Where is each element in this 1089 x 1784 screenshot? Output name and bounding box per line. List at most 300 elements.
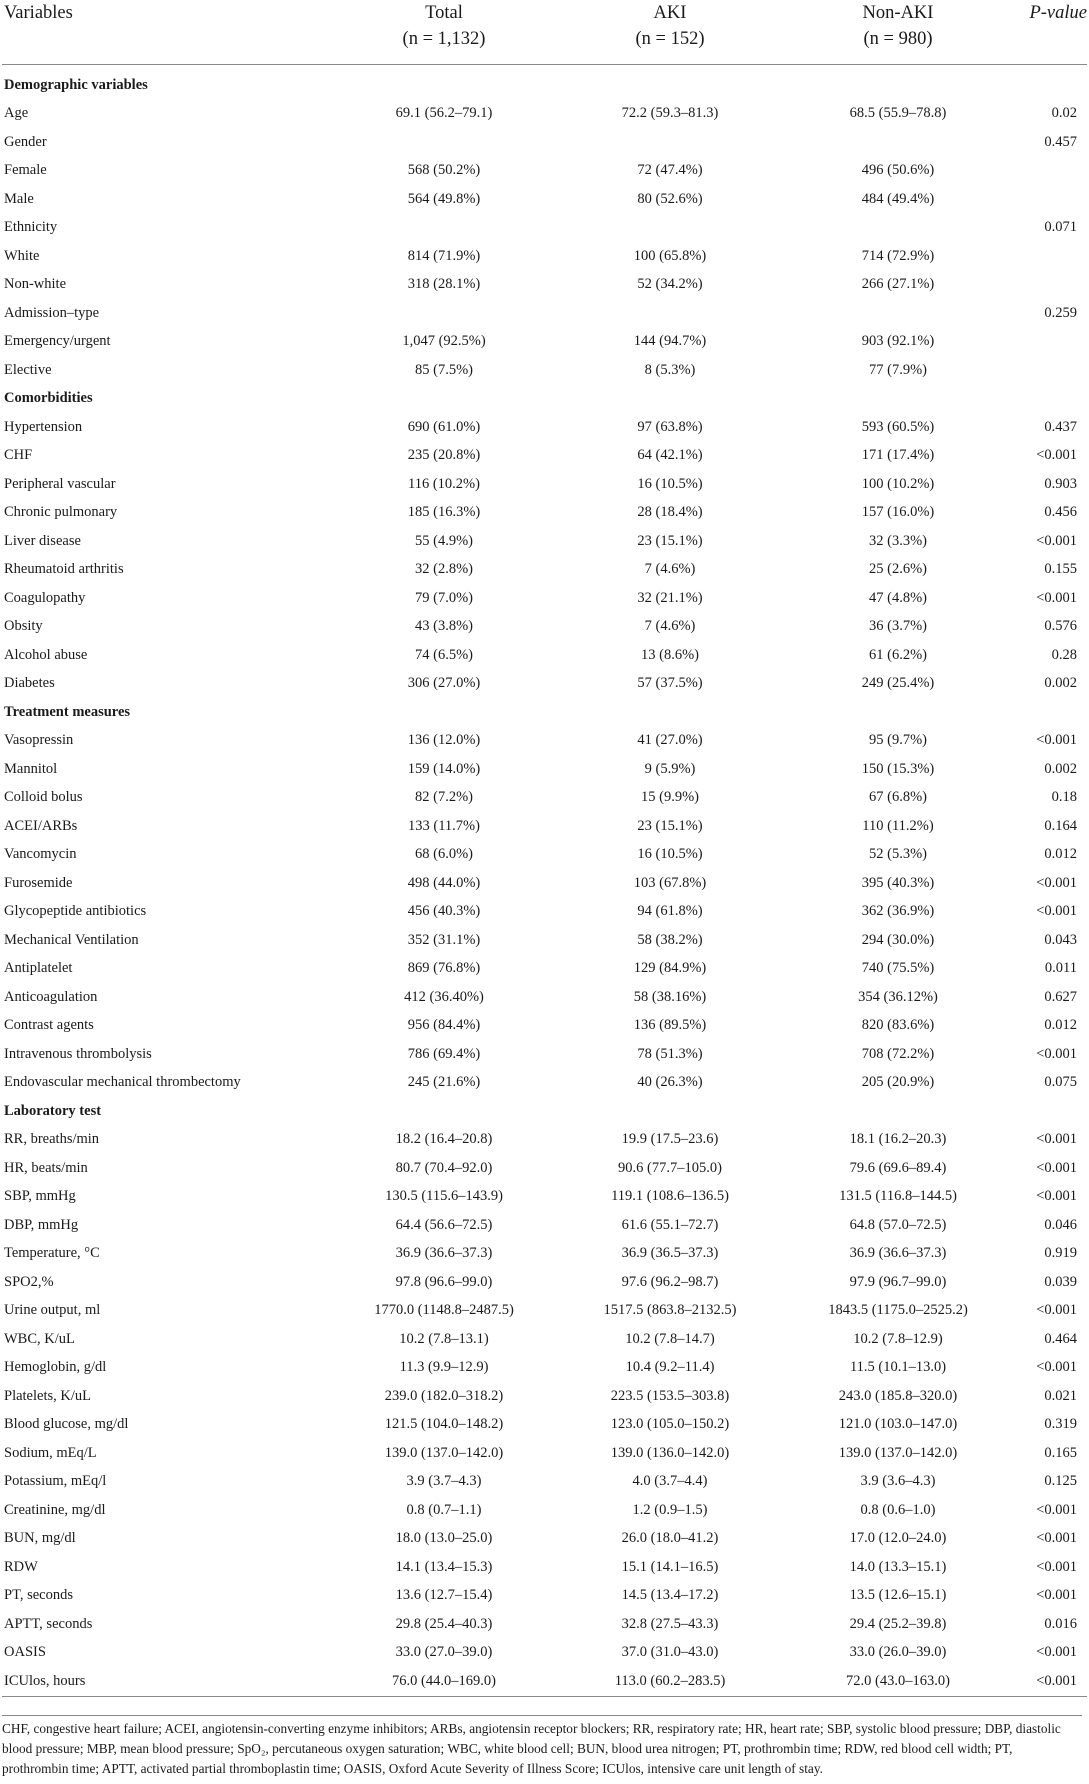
table-row <box>2 1183 1087 1212</box>
cell-label: Glycopeptide antibiotics <box>4 903 147 920</box>
cell-nonaki: 100 (10.2%) <box>861 475 935 492</box>
cell-label: APTT, seconds <box>4 1615 93 1632</box>
cell-label: Male <box>4 190 34 207</box>
cell-p: 0.18 <box>1051 789 1077 806</box>
cell-aki: 40 (26.3%) <box>637 1074 703 1091</box>
table-row <box>2 1040 1087 1069</box>
cell-aki <box>556 214 784 243</box>
cell-p: 0.457 <box>1044 133 1077 150</box>
cell-p <box>1012 185 1087 214</box>
cell-label: Vasopressin <box>4 732 74 749</box>
header-nonaki-n: (n = 980) <box>863 29 933 49</box>
cell-label: SPO2,% <box>4 1273 54 1290</box>
cell-label: RDW <box>4 1558 38 1575</box>
cell-total: 36.9 (36.6–37.3) <box>395 1245 493 1262</box>
cell-label: DBP, mmHg <box>4 1216 79 1233</box>
cell-nonaki: 249 (25.4%) <box>861 675 935 692</box>
table-header <box>2 0 1087 65</box>
cell-total: 69.1 (56.2–79.1) <box>395 105 493 122</box>
cell-nonaki: 496 (50.6%) <box>861 162 935 179</box>
cell-aki <box>556 65 784 100</box>
cell-label: Platelets, K/uL <box>4 1387 91 1404</box>
table-row <box>2 1525 1087 1554</box>
cell-p: 0.002 <box>1044 760 1077 777</box>
cell-nonaki: 10.2 (7.8–12.9) <box>853 1330 943 1347</box>
cell-total: 956 (84.4%) <box>407 1017 481 1034</box>
cell-p <box>1012 242 1087 271</box>
cell-p: <0.001 <box>1036 447 1077 464</box>
cell-label: Chronic pulmonary <box>4 504 118 521</box>
cell-p: <0.001 <box>1036 589 1077 606</box>
cell-aki: 10.2 (7.8–14.7) <box>625 1330 715 1347</box>
cell-nonaki: 714 (72.9%) <box>861 247 935 264</box>
cell-total: 130.5 (115.6–143.9) <box>385 1188 503 1205</box>
cell-label: Demographic variables <box>4 76 148 93</box>
cell-p <box>1012 65 1087 100</box>
cell-aki: 19.9 (17.5–23.6) <box>621 1131 719 1148</box>
table-row <box>2 869 1087 898</box>
cell-aki: 4.0 (3.7–4.4) <box>632 1473 708 1490</box>
cell-nonaki <box>784 65 1012 100</box>
cell-nonaki: 64.8 (57.0–72.5) <box>849 1216 947 1233</box>
header-total <box>332 0 556 65</box>
table-row <box>2 299 1087 328</box>
cell-aki: 72 (47.4%) <box>637 162 703 179</box>
cell-nonaki: 11.5 (10.1–13.0) <box>849 1359 947 1376</box>
cell-nonaki <box>784 299 1012 328</box>
cell-total: 352 (31.1%) <box>407 931 481 948</box>
cell-nonaki: 14.0 (13.3–15.1) <box>849 1558 947 1575</box>
cell-aki: 139.0 (136.0–142.0) <box>610 1444 730 1461</box>
header-nonaki-label: Non-AKI <box>862 3 934 23</box>
cell-total: 412 (36.40%) <box>404 988 484 1005</box>
cell-p: <0.001 <box>1036 1587 1077 1604</box>
cell-p: 0.464 <box>1044 1330 1077 1347</box>
table-row <box>2 242 1087 271</box>
cell-total: 80.7 (70.4–92.0) <box>395 1159 493 1176</box>
cell-aki: 37.0 (31.0–43.0) <box>621 1644 719 1661</box>
cell-nonaki: 32 (3.3%) <box>869 532 927 549</box>
cell-nonaki: 1843.5 (1175.0–2525.2) <box>828 1302 968 1319</box>
cell-nonaki: 36.9 (36.6–37.3) <box>849 1245 947 1262</box>
cell-aki: 7 (4.6%) <box>644 618 696 635</box>
cell-nonaki: 593 (60.5%) <box>861 418 935 435</box>
table-row <box>2 1211 1087 1240</box>
cell-label: BUN, mg/dl <box>4 1530 76 1547</box>
table-row <box>2 1012 1087 1041</box>
cell-aki: 41 (27.0%) <box>637 732 703 749</box>
cell-p: 0.021 <box>1044 1387 1077 1404</box>
table-row <box>2 185 1087 214</box>
table-row <box>2 100 1087 129</box>
cell-aki: 78 (51.3%) <box>637 1045 703 1062</box>
cell-p: 0.012 <box>1044 846 1077 863</box>
cell-nonaki <box>784 1097 1012 1126</box>
cell-nonaki: 17.0 (12.0–24.0) <box>849 1530 947 1547</box>
table-row <box>2 1667 1087 1696</box>
cell-aki: 1517.5 (863.8–2132.5) <box>603 1302 737 1319</box>
cell-total: 82 (7.2%) <box>415 789 473 806</box>
cell-nonaki: 484 (49.4%) <box>861 190 935 207</box>
cell-label: Alcohol abuse <box>4 646 88 663</box>
cell-label: Age <box>4 105 29 122</box>
cell-label: ACEI/ARBs <box>4 817 78 834</box>
cell-aki: 97 (63.8%) <box>637 418 703 435</box>
cell-aki: 28 (18.4%) <box>637 504 703 521</box>
cell-nonaki: 157 (16.0%) <box>861 504 935 521</box>
table-row <box>2 1126 1087 1155</box>
table-row <box>2 556 1087 585</box>
cell-aki: 58 (38.2%) <box>637 931 703 948</box>
table-row <box>2 1069 1087 1098</box>
header-pvalue: P-value <box>1012 0 1087 65</box>
cell-nonaki: 52 (5.3%) <box>869 846 927 863</box>
cell-p <box>1012 698 1087 727</box>
cell-aki: 113.0 (60.2–283.5) <box>556 1667 784 1696</box>
cell-aki <box>556 128 784 157</box>
cell-label: Antiplatelet <box>4 960 73 977</box>
cell-aki: 144 (94.7%) <box>633 333 707 350</box>
cell-total: 139.0 (137.0–142.0) <box>384 1444 504 1461</box>
cell-label: Obsity <box>4 618 43 635</box>
cell-aki: 129 (84.9%) <box>633 960 707 977</box>
cell-label: Contrast agents <box>4 1017 94 1034</box>
cell-aki: 23 (15.1%) <box>637 532 703 549</box>
cell-nonaki: 294 (30.0%) <box>861 931 935 948</box>
header-variables: Variables <box>2 0 332 65</box>
cell-p: 0.319 <box>1044 1416 1077 1433</box>
header-aki-n: (n = 152) <box>635 29 705 49</box>
cell-p: 0.016 <box>1044 1615 1077 1632</box>
cell-nonaki: 18.1 (16.2–20.3) <box>849 1131 947 1148</box>
table-row <box>2 1439 1087 1468</box>
cell-nonaki: 205 (20.9%) <box>861 1074 935 1091</box>
cell-label: Potassium, mEq/l <box>4 1473 107 1490</box>
header-aki-label: AKI <box>653 3 687 23</box>
cell-p: 0.039 <box>1044 1273 1077 1290</box>
cell-total: 64.4 (56.6–72.5) <box>395 1216 493 1233</box>
cell-nonaki: 395 (40.3%) <box>861 874 935 891</box>
cell-p <box>1012 157 1087 186</box>
header-nonaki <box>784 0 1012 65</box>
table-row <box>2 470 1087 499</box>
cell-p: 0.002 <box>1044 675 1077 692</box>
cell-nonaki: 820 (83.6%) <box>861 1017 935 1034</box>
cell-label: Coagulopathy <box>4 589 86 606</box>
cell-aki: 1.2 (0.9–1.5) <box>632 1501 708 1518</box>
table-row <box>2 1553 1087 1582</box>
cell-total: 498 (44.0%) <box>407 874 481 891</box>
cell-aki <box>556 1097 784 1126</box>
cell-nonaki: 72.0 (43.0–163.0) <box>784 1667 1012 1696</box>
cell-nonaki: 97.9 (96.7–99.0) <box>849 1273 947 1290</box>
cell-label: Mechanical Ventilation <box>4 931 139 948</box>
header-total-label: Total <box>425 3 463 23</box>
cell-nonaki: 47 (4.8%) <box>869 589 927 606</box>
cell-total: 29.8 (25.4–40.3) <box>395 1615 493 1632</box>
cell-aki: 15.1 (14.1–16.5) <box>621 1558 719 1575</box>
table-row <box>2 356 1087 385</box>
table-body <box>2 65 1087 1697</box>
cell-label: Non-white <box>4 276 67 293</box>
cell-total: 32 (2.8%) <box>415 561 473 578</box>
cell-p: 0.075 <box>1044 1074 1077 1091</box>
cell-total: 76.0 (44.0–169.0) <box>332 1667 556 1696</box>
cell-total: 97.8 (96.6–99.0) <box>395 1273 493 1290</box>
cell-total: 3.9 (3.7–4.3) <box>406 1473 482 1490</box>
cell-total: 0.8 (0.7–1.1) <box>406 1501 482 1518</box>
cell-aki: 123.0 (105.0–150.2) <box>610 1416 730 1433</box>
cell-p: 0.28 <box>1051 646 1077 663</box>
baseline-characteristics-table <box>2 0 1087 1697</box>
cell-aki: 72.2 (59.3–81.3) <box>621 105 719 122</box>
cell-p <box>1012 385 1087 414</box>
cell-aki: 58 (38.16%) <box>633 988 707 1005</box>
cell-aki: 103 (67.8%) <box>633 874 707 891</box>
table-row <box>2 670 1087 699</box>
cell-aki: 80 (52.6%) <box>637 190 703 207</box>
cell-label: RR, breaths/min <box>4 1131 100 1148</box>
cell-nonaki: 68.5 (55.9–78.8) <box>849 105 947 122</box>
cell-aki: 32 (21.1%) <box>637 589 703 606</box>
cell-label: Diabetes <box>4 675 55 692</box>
cell-p: 0.627 <box>1044 988 1077 1005</box>
cell-nonaki: 3.9 (3.6–4.3) <box>860 1473 936 1490</box>
cell-total <box>332 65 556 100</box>
cell-nonaki: 25 (2.6%) <box>869 561 927 578</box>
cell-total: 869 (76.8%) <box>407 960 481 977</box>
cell-nonaki: 903 (92.1%) <box>861 333 935 350</box>
table-row <box>2 926 1087 955</box>
cell-total: 116 (10.2%) <box>408 475 480 492</box>
cell-total: 690 (61.0%) <box>407 418 481 435</box>
cell-aki: 97.6 (96.2–98.7) <box>621 1273 719 1290</box>
cell-nonaki: 171 (17.4%) <box>861 447 935 464</box>
cell-p: <0.001 <box>1036 1644 1077 1661</box>
cell-label: Hemoglobin, g/dl <box>4 1359 107 1376</box>
cell-total <box>332 1097 556 1126</box>
cell-aki: 14.5 (13.4–17.2) <box>621 1587 719 1604</box>
cell-label: WBC, K/uL <box>4 1330 75 1347</box>
table-row <box>2 955 1087 984</box>
cell-label: Mannitol <box>4 760 58 777</box>
cell-aki: 57 (37.5%) <box>637 675 703 692</box>
cell-label: Vancomycin <box>4 846 77 863</box>
cell-nonaki: 266 (27.1%) <box>861 276 935 293</box>
cell-aki: 8 (5.3%) <box>644 361 696 378</box>
cell-nonaki: 362 (36.9%) <box>861 903 935 920</box>
cell-nonaki: 33.0 (26.0–39.0) <box>849 1644 947 1661</box>
cell-aki <box>556 698 784 727</box>
cell-p: <0.001 <box>1036 1159 1077 1176</box>
table-row <box>2 1382 1087 1411</box>
cell-p: <0.001 <box>1036 1188 1077 1205</box>
cell-nonaki: 0.8 (0.6–1.0) <box>860 1501 936 1518</box>
table-row <box>2 641 1087 670</box>
cell-nonaki <box>784 128 1012 157</box>
cell-nonaki: 740 (75.5%) <box>861 960 935 977</box>
cell-label: Female <box>4 162 47 179</box>
cell-total <box>332 214 556 243</box>
cell-nonaki: 708 (72.2%) <box>861 1045 935 1062</box>
cell-aki: 26.0 (18.0–41.2) <box>621 1530 719 1547</box>
section-header-row <box>2 65 1087 100</box>
cell-aki: 36.9 (36.5–37.3) <box>621 1245 719 1262</box>
cell-aki: 100 (65.8%) <box>633 247 707 264</box>
cell-p: <0.001 <box>1036 1501 1077 1518</box>
cell-p: 0.259 <box>1044 304 1077 321</box>
cell-p: <0.001 <box>1036 532 1077 549</box>
cell-label: CHF <box>4 447 33 464</box>
cell-aki: 16 (10.5%) <box>637 475 703 492</box>
cell-aki: 23 (15.1%) <box>637 817 703 834</box>
cell-nonaki: 13.5 (12.6–15.1) <box>849 1587 947 1604</box>
cell-total: 18.0 (13.0–25.0) <box>395 1530 493 1547</box>
cell-total: 74 (6.5%) <box>415 646 473 663</box>
cell-aki: 64 (42.1%) <box>637 447 703 464</box>
table-row <box>2 1411 1087 1440</box>
table-row <box>2 755 1087 784</box>
cell-total: 456 (40.3%) <box>407 903 481 920</box>
cell-p: 0.043 <box>1044 931 1077 948</box>
cell-aki: 10.4 (9.2–11.4) <box>625 1359 715 1376</box>
cell-nonaki: 354 (36.12%) <box>858 988 938 1005</box>
cell-p: 0.903 <box>1044 475 1077 492</box>
cell-label: Temperature, °C <box>4 1245 100 1262</box>
cell-label: Hypertension <box>4 418 83 435</box>
cell-aki <box>556 385 784 414</box>
cell-label: Emergency/urgent <box>4 333 111 350</box>
cell-p: <0.001 <box>1036 1302 1077 1319</box>
cell-total: 79 (7.0%) <box>415 589 473 606</box>
cell-p <box>1012 1097 1087 1126</box>
table-row <box>2 983 1087 1012</box>
cell-p: <0.001 <box>1012 1667 1087 1696</box>
table-row <box>2 214 1087 243</box>
cell-p: 0.012 <box>1044 1017 1077 1034</box>
cell-p: 0.437 <box>1044 418 1077 435</box>
table-row <box>2 527 1087 556</box>
cell-total: 568 (50.2%) <box>407 162 481 179</box>
cell-label: Rheumatoid arthritis <box>4 561 124 578</box>
cell-label: ICUlos, hours <box>2 1667 332 1696</box>
cell-p <box>1012 271 1087 300</box>
cell-nonaki: 121.0 (103.0–147.0) <box>838 1416 958 1433</box>
table-row <box>2 613 1087 642</box>
cell-total: 136 (12.0%) <box>407 732 481 749</box>
section-header-row <box>2 1097 1087 1126</box>
table-footnote: CHF, congestive heart failure; ACEI, angiotensin-converting enzyme inhibitors; ARBs, angiotensin receptor blockers; RR, respiratory rate; HR, heart rate; SBP, systolic blood pressure; DBP, diastolic blood pressure; MBP, mean blood pressure; SpO₂, percutaneous oxygen saturation; WBC, white blood cell; BUN, blood urea nitrogen; PT, prothrombin time; RDW, red blood cell width; PT, prothrombin time; APTT, activated partial thromboplastin time; OASIS, Oxford Acute Severity of Illness Score; ICUlos, intensive care unit length of stay. <box>2 1715 1082 1779</box>
table-row <box>2 271 1087 300</box>
cell-total: 185 (16.3%) <box>407 504 481 521</box>
cell-total: 814 (71.9%) <box>407 247 481 264</box>
cell-nonaki: 61 (6.2%) <box>869 646 927 663</box>
table-row <box>2 1610 1087 1639</box>
table-row <box>2 157 1087 186</box>
cell-total: 318 (28.1%) <box>407 276 481 293</box>
cell-aki: 94 (61.8%) <box>637 903 703 920</box>
cell-label: Ethnicity <box>4 219 58 236</box>
table-row <box>2 1268 1087 1297</box>
table-row <box>2 413 1087 442</box>
cell-p: <0.001 <box>1036 732 1077 749</box>
cell-nonaki: 95 (9.7%) <box>869 732 927 749</box>
cell-label: Colloid bolus <box>4 789 83 806</box>
cell-label: Laboratory test <box>4 1102 102 1119</box>
cell-aki: 7 (4.6%) <box>644 561 696 578</box>
table-row <box>2 1354 1087 1383</box>
cell-p: <0.001 <box>1036 874 1077 891</box>
table-row <box>2 812 1087 841</box>
cell-p: 0.155 <box>1044 561 1077 578</box>
cell-total: 121.5 (104.0–148.2) <box>384 1416 504 1433</box>
cell-total: 245 (21.6%) <box>407 1074 481 1091</box>
table-row <box>2 1325 1087 1354</box>
cell-label: Sodium, mEq/L <box>4 1444 97 1461</box>
table-row <box>2 1240 1087 1269</box>
cell-p <box>1012 356 1087 385</box>
cell-nonaki: 79.6 (69.6–89.4) <box>849 1159 947 1176</box>
cell-nonaki <box>784 698 1012 727</box>
cell-total: 235 (20.8%) <box>407 447 481 464</box>
cell-total: 10.2 (7.8–13.1) <box>399 1330 489 1347</box>
cell-label: OASIS <box>4 1644 46 1661</box>
cell-total: 33.0 (27.0–39.0) <box>395 1644 493 1661</box>
cell-nonaki: 110 (11.2%) <box>862 817 934 834</box>
table-row <box>2 128 1087 157</box>
cell-p <box>1012 328 1087 357</box>
cell-label: Peripheral vascular <box>4 475 116 492</box>
cell-nonaki: 67 (6.8%) <box>869 789 927 806</box>
table-row <box>2 1154 1087 1183</box>
cell-aki: 90.6 (77.7–105.0) <box>618 1159 722 1176</box>
cell-p: 0.164 <box>1044 817 1077 834</box>
cell-aki: 136 (89.5%) <box>633 1017 707 1034</box>
cell-label: Intravenous thrombolysis <box>4 1045 152 1062</box>
cell-nonaki: 131.5 (116.8–144.5) <box>839 1188 957 1205</box>
cell-total: 306 (27.0%) <box>407 675 481 692</box>
cell-aki: 52 (34.2%) <box>637 276 703 293</box>
cell-p: <0.001 <box>1036 1131 1077 1148</box>
table-row <box>2 1297 1087 1326</box>
cell-nonaki: 29.4 (25.2–39.8) <box>849 1615 947 1632</box>
cell-total: 1770.0 (1148.8–2487.5) <box>374 1302 514 1319</box>
cell-p: 0.071 <box>1044 219 1077 236</box>
header-aki <box>556 0 784 65</box>
table-row <box>2 1496 1087 1525</box>
cell-label: Urine output, ml <box>4 1302 101 1319</box>
cell-nonaki: 77 (7.9%) <box>869 361 927 378</box>
cell-nonaki <box>784 385 1012 414</box>
cell-nonaki <box>784 214 1012 243</box>
table-row <box>2 499 1087 528</box>
cell-total <box>332 128 556 157</box>
cell-total: 11.3 (9.9–12.9) <box>399 1359 489 1376</box>
cell-aki: 13 (8.6%) <box>641 646 699 663</box>
cell-aki: 16 (10.5%) <box>637 846 703 863</box>
cell-p: <0.001 <box>1036 1558 1077 1575</box>
cell-total: 133 (11.7%) <box>408 817 480 834</box>
cell-aki: 32.8 (27.5–43.3) <box>621 1615 719 1632</box>
cell-label: Endovascular mechanical thrombectomy <box>4 1074 241 1091</box>
cell-p: <0.001 <box>1036 903 1077 920</box>
cell-total: 55 (4.9%) <box>415 532 473 549</box>
cell-total <box>332 299 556 328</box>
cell-total: 68 (6.0%) <box>415 846 473 863</box>
cell-p: 0.576 <box>1044 618 1077 635</box>
cell-total <box>332 698 556 727</box>
cell-p: <0.001 <box>1036 1530 1077 1547</box>
